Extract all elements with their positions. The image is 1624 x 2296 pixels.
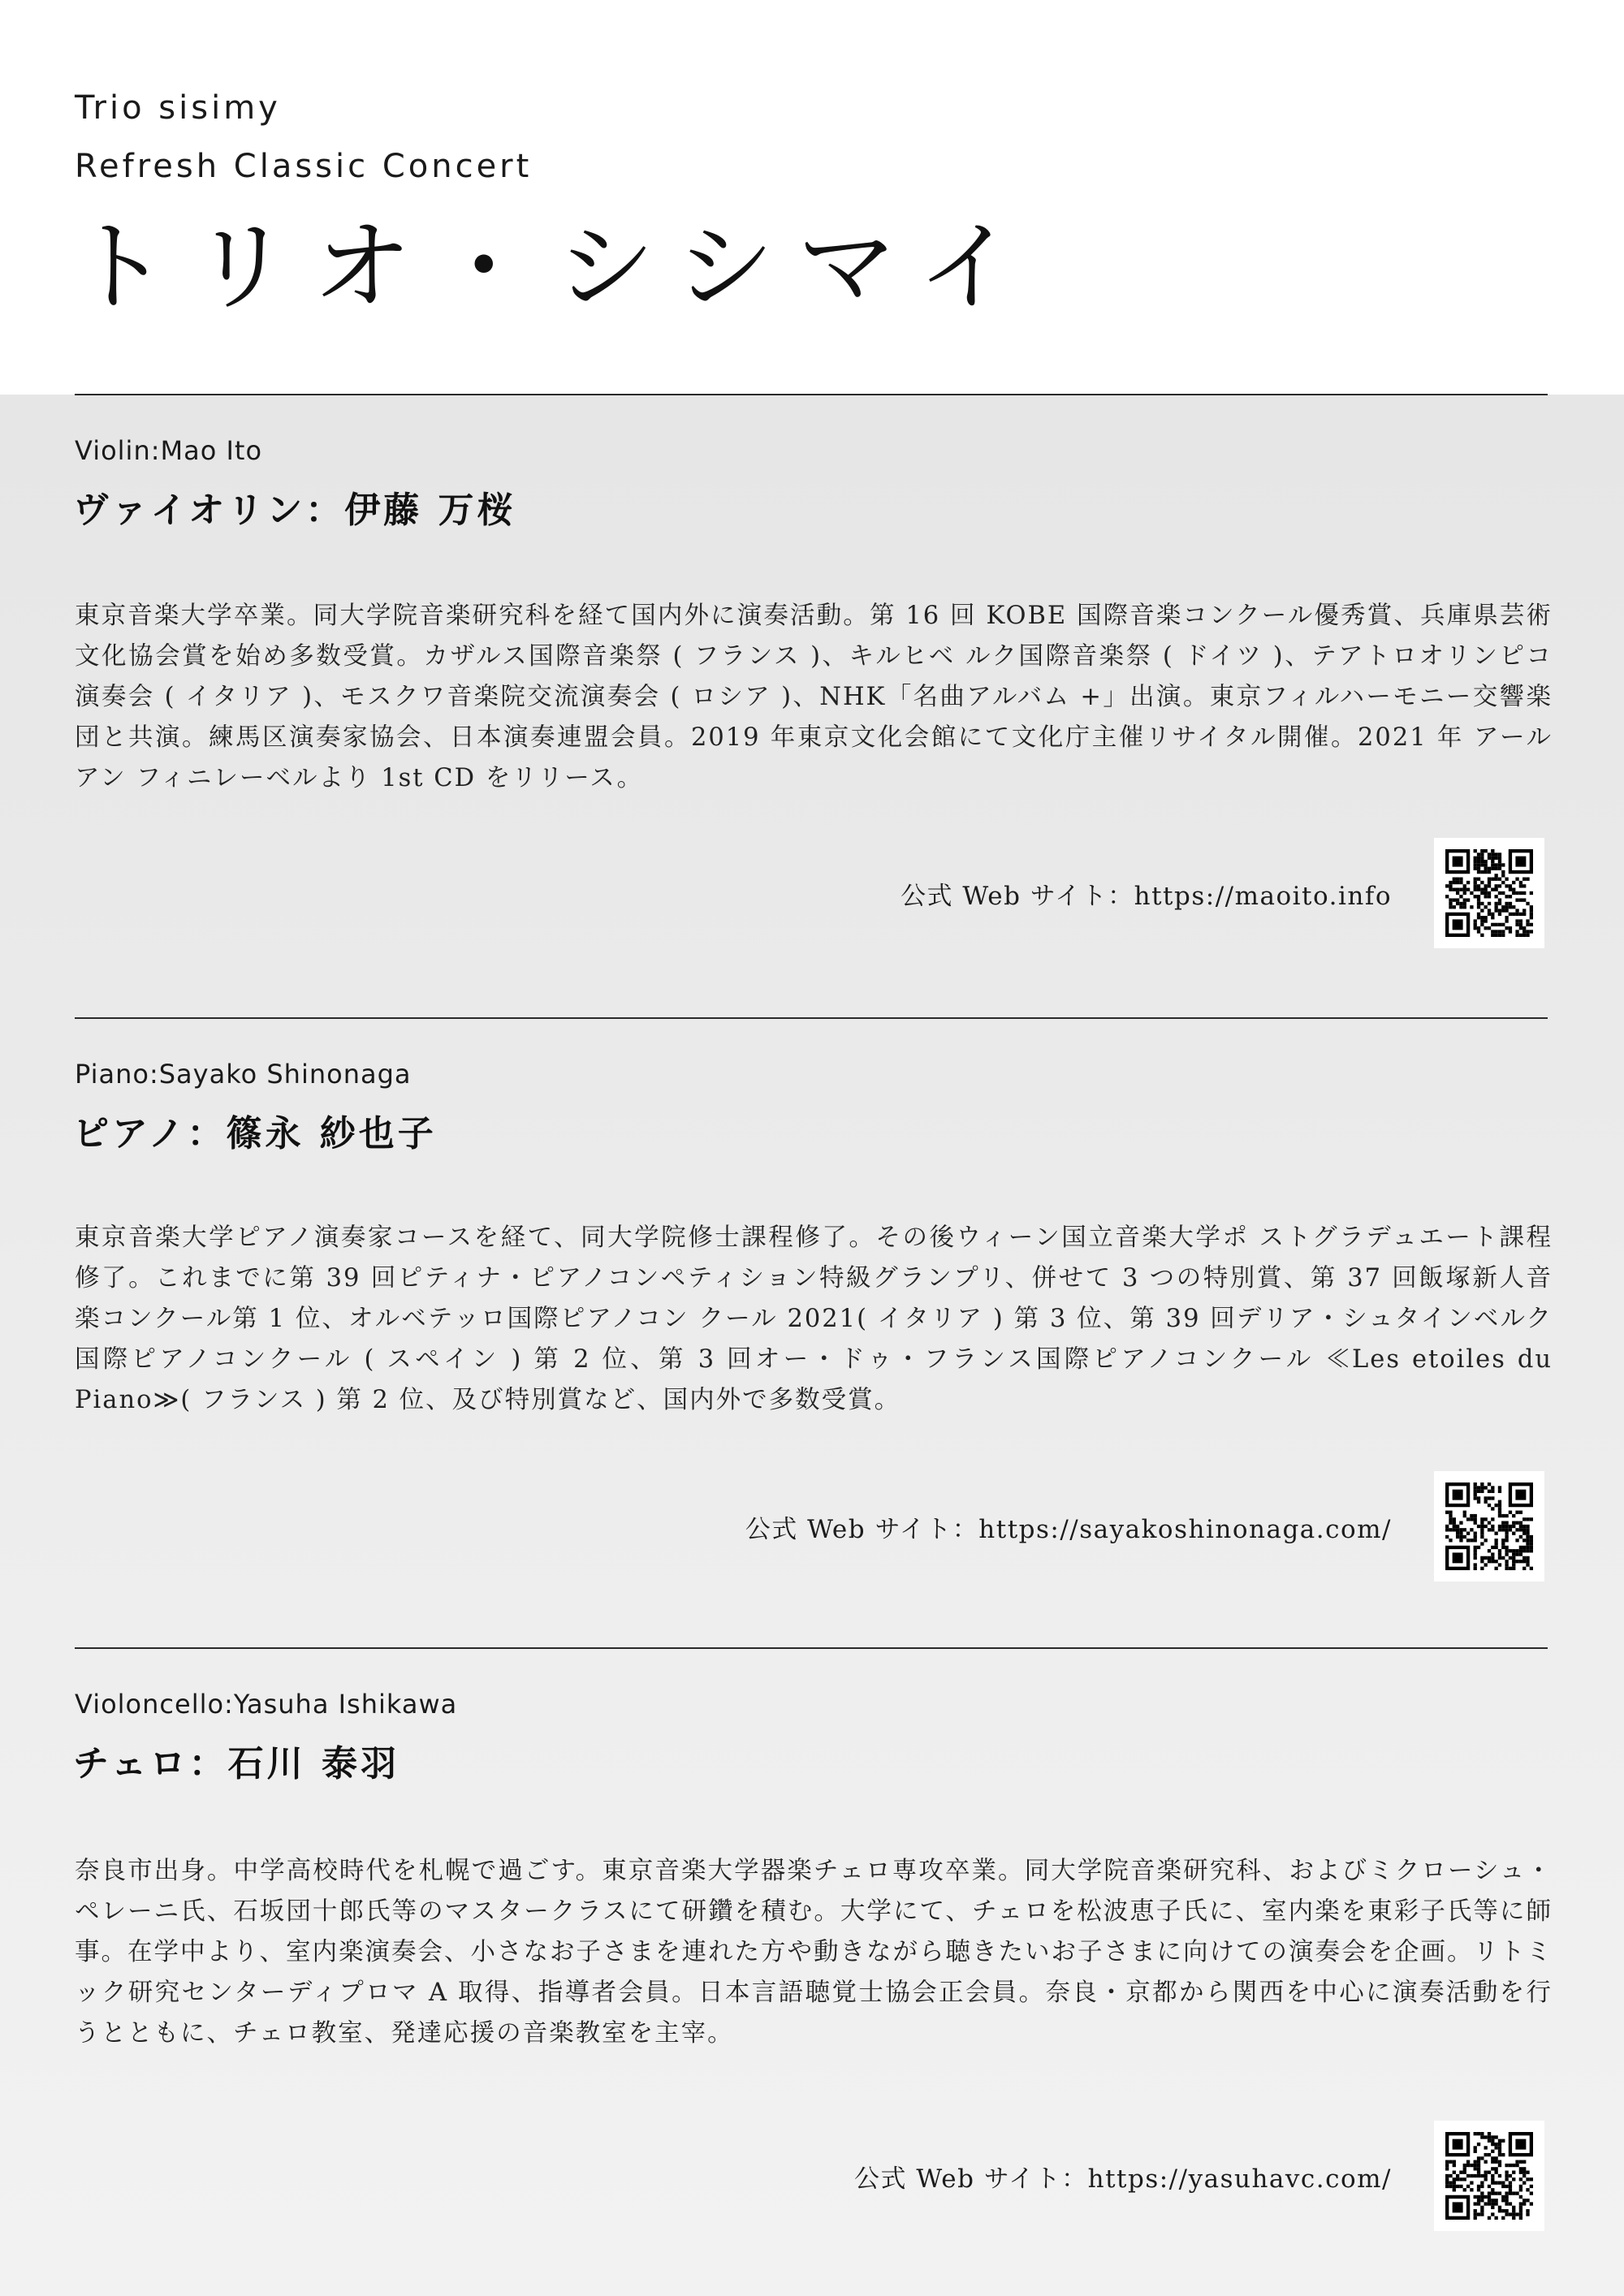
qr-code-piano[interactable] [1434, 1471, 1544, 1582]
qr-code-icon [1445, 2132, 1533, 2220]
role-en-piano: Piano:Sayako Shinonaga [75, 1059, 412, 1090]
divider [75, 394, 1548, 395]
concert-title: Refresh Classic Concert [75, 148, 533, 185]
bio-violin: 東京音楽大学卒業。同大学院音楽研究科を経て国内外に演奏活動。第 16 回 KOBE 国際音楽コンクール優秀賞、兵庫県芸術文化協会賞を始め多数受賞。カザルス国際音楽祭 ( フランス )、キルヒベ ルク国際音楽祭 ( ドイツ )、テアトロオリンピコ演奏会 ( イタリア )、モスクワ音楽院交流演奏会 ( ロシア )、NHK「名曲アルバム +」出演。東京フィルハーモニー交響楽団と共演。練馬区演奏家協会、日本演奏連盟会員。2019 年東京文化会館にて文化庁主催リサイタル開催。2021 年 アールアン フィニレーベルより 1st CD をリリース。 [75, 602, 1553, 792]
qr-code-icon [1445, 849, 1533, 937]
divider [75, 1017, 1548, 1019]
role-jp-piano: ピアノ：篠永 紗也子 [73, 1113, 437, 1154]
qr-code-icon [1445, 1482, 1533, 1570]
role-jp-violin: ヴァイオリン：伊藤 万桜 [73, 490, 516, 531]
bio-piano: 東京音楽大学ピアノ演奏家コースを経て、同大学院修士課程修了。その後ウィーン国立音楽大学ポ ストグラデュエート課程修了。これまでに第 39 回ピティナ・ピアノコンペティション特級グランプリ、併せて 3 つの特別賞、第 37 回飯塚新人音楽コンクール第 1 位、オルベテッロ国際ピアノコン クール 2021( イタリア ) 第 3 位、第 39 回デリア・シュタインベルク国際ピアノコンクール ( スペイン ) 第 2 位、第 3 回オー・ドゥ・フランス国際ピアノコンクール ≪Les etoiles du Piano≫( フランス ) 第 2 位、及び特別賞など、国内外で多数受賞。 [75, 1224, 1553, 1414]
divider [75, 1647, 1548, 1649]
ensemble-name: Trio sisimy [75, 89, 281, 127]
qr-code-violin[interactable] [1434, 838, 1544, 948]
role-en-cello: Violoncello:Yasuha Ishikawa [75, 1689, 458, 1720]
website-link-violin[interactable]: 公式 Web サイト：https://maoito.info [901, 882, 1392, 911]
bio-cello: 奈良市出身。中学高校時代を札幌で過ごす。東京音楽大学器楽チェロ専攻卒業。同大学院音楽研究科、およびミクローシュ・ペレーニ氏、石坂団十郎氏等のマスタークラスにて研鑽を積む。大学にて、チェロを松波恵子氏に、室内楽を東彩子氏等に師事。在学中より、室内楽演奏会、小さなお子さまを連れた方や動きながら聴きたいお子さまに向けての演奏会を企画。リトミック研究センターディプロマ A 取得、指導者会員。日本言語聴覚士協会正会員。奈良・京都から関西を中心に演奏活動を行うとともに、チェロ教室、発達応援の音楽教室を主宰。 [75, 1857, 1553, 2048]
header [0, 0, 1624, 395]
page-title: トリオ・シシマイ [70, 209, 1039, 325]
website-link-piano[interactable]: 公式 Web サイト：https://sayakoshinonaga.com/ [745, 1515, 1392, 1544]
qr-code-cello[interactable] [1434, 2121, 1544, 2231]
role-en-violin: Violin:Mao Ito [75, 435, 263, 466]
website-link-cello[interactable]: 公式 Web サイト：https://yasuhavc.com/ [854, 2164, 1392, 2194]
role-jp-cello: チェロ：石川 泰羽 [73, 1743, 400, 1785]
